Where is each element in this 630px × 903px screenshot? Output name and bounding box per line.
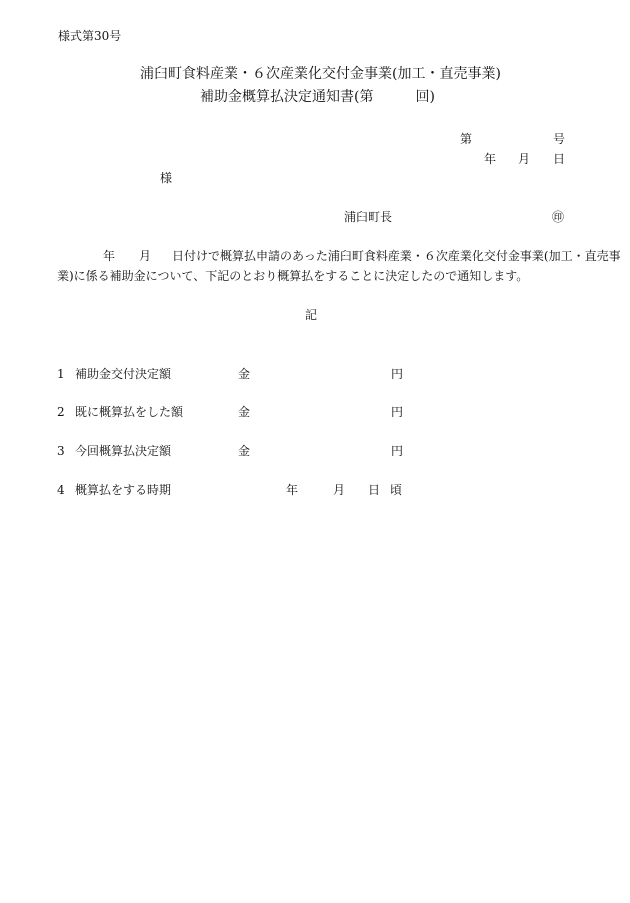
issuer-name: 浦臼町長 [344,210,393,224]
item-4-year: 年 [286,483,299,497]
body-month: 月 [139,249,152,263]
item-1-number: 1 [57,367,65,381]
item-3-number: 3 [57,444,65,458]
body-year: 年 [103,249,116,263]
item-2-yen: 円 [391,405,404,419]
ki-heading: 記 [305,308,318,322]
form-number: 様式第30号 [58,29,122,43]
item-4-suffix: 頃 [390,483,403,497]
item-4-month: 月 [333,483,346,497]
item-4-day: 日 [368,483,381,497]
seal-mark: ㊞ [552,210,565,224]
body-text-line-2: 業)に係る補助金について、下記のとおり概算払をすることに決定したので通知します。 [57,269,529,283]
item-1-yen: 円 [391,367,404,381]
item-4-label: 概算払をする時期 [75,483,172,497]
doc-number-prefix: 第 [460,132,473,146]
item-1-kin: 金 [238,367,251,381]
item-2-label: 既に概算払をした額 [75,405,184,419]
doc-number-suffix: 号 [553,132,566,146]
doc-date-month: 月 [518,152,531,166]
item-3-kin: 金 [238,444,251,458]
body-text-line-1: 日付けで概算払申請のあった浦臼町食料産業・６次産業化交付金事業(加工・直売事 [172,249,621,263]
item-3-yen: 円 [391,444,404,458]
item-2-number: 2 [57,405,65,419]
doc-date-day: 日 [553,152,566,166]
addressee-suffix: 様 [160,171,173,185]
doc-date-year: 年 [484,152,497,166]
item-2-kin: 金 [238,405,251,419]
title-line-1: 浦臼町食料産業・６次産業化交付金事業(加工・直売事業) [140,66,501,82]
item-4-number: 4 [57,483,65,497]
item-3-label: 今回概算払決定額 [75,444,172,458]
title-line-2: 補助金概算払決定通知書(第 回) [200,89,435,105]
item-1-label: 補助金交付決定額 [75,367,172,381]
